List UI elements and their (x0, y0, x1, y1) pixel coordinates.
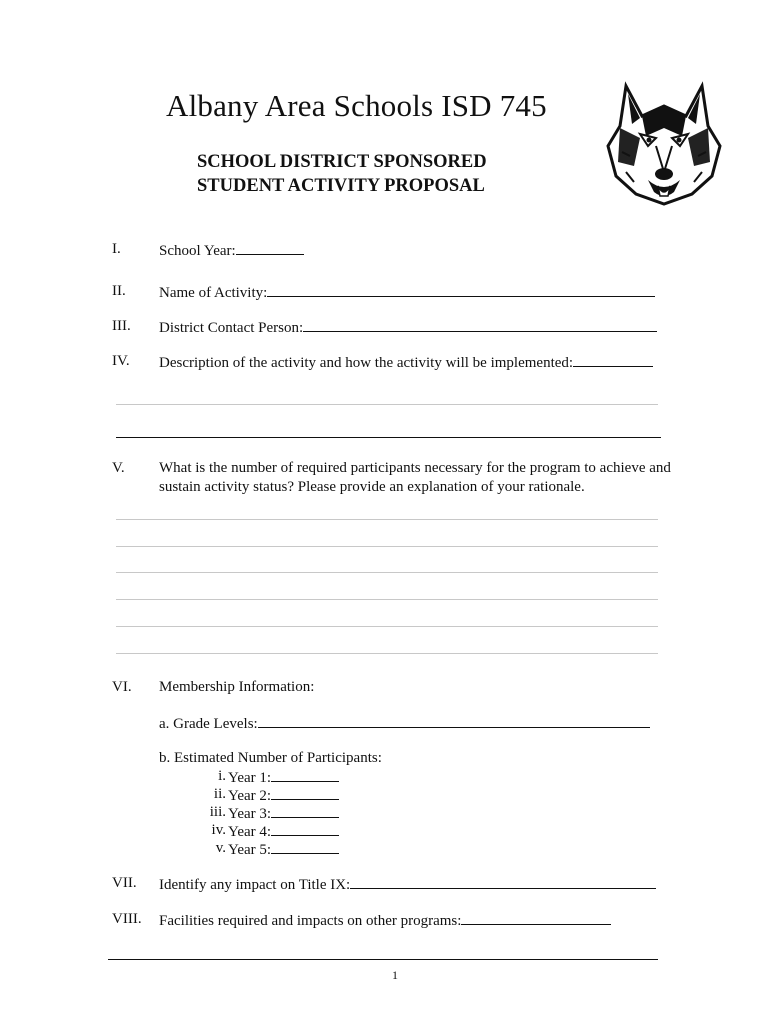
section-number-iii: III. (112, 318, 131, 334)
year-1-field[interactable] (271, 767, 339, 782)
contact-person-field[interactable] (303, 317, 657, 332)
year-2-field[interactable] (271, 785, 339, 800)
year-2-number: ii. (213, 786, 226, 802)
year-4-number: iv. (211, 822, 226, 838)
rationale-line-3[interactable] (116, 572, 658, 573)
facilities-field[interactable] (461, 910, 611, 925)
section-number-viii: VIII. (112, 911, 142, 927)
year-5-field[interactable] (271, 839, 339, 854)
rationale-line-4[interactable] (116, 599, 658, 600)
title-ix-label: Identify any impact on Title IX: (159, 874, 656, 894)
school-year-field[interactable] (236, 240, 304, 255)
year-1-number: i. (218, 768, 226, 784)
activity-name-label: Name of Activity: (159, 282, 655, 302)
year-3-label: Year 3: (228, 803, 339, 823)
description-line-1[interactable] (116, 404, 658, 405)
subtitle-line-1: SCHOOL DISTRICT SPONSORED (197, 152, 487, 172)
grade-levels-field[interactable] (258, 713, 650, 728)
year-4-field[interactable] (271, 821, 339, 836)
year-1-label: Year 1: (228, 767, 339, 787)
rationale-line-5[interactable] (116, 626, 658, 627)
year-4-label: Year 4: (228, 821, 339, 841)
participants-question-line-1: What is the number of required participants necessary for the program to achieve and (159, 460, 671, 476)
section-number-vii: VII. (112, 875, 137, 891)
membership-label: Membership Information: (159, 679, 315, 695)
estimated-participants-label: b. Estimated Number of Participants: (159, 750, 382, 766)
year-3-number: iii. (209, 804, 226, 820)
husky-mascot-icon (604, 76, 724, 206)
facilities-label: Facilities required and impacts on other programs: (159, 910, 611, 930)
rationale-line-6[interactable] (116, 653, 658, 654)
year-5-number: v. (215, 840, 226, 856)
document-title: Albany Area Schools ISD 745 (166, 88, 547, 123)
participants-question-line-2: sustain activity status? Please provide an explanation of your rationale. (159, 479, 585, 495)
rationale-line-2[interactable] (116, 546, 658, 547)
school-year-label: School Year: (159, 240, 304, 260)
activity-name-field[interactable] (267, 282, 655, 297)
year-5-label: Year 5: (228, 839, 339, 859)
section-number-v: V. (112, 460, 125, 476)
section-number-vi: VI. (112, 679, 132, 695)
page-number: 1 (392, 968, 398, 982)
year-3-field[interactable] (271, 803, 339, 818)
rationale-line-1[interactable] (116, 519, 658, 520)
description-line-2[interactable] (116, 437, 661, 438)
subtitle-line-2: STUDENT ACTIVITY PROPOSAL (197, 176, 485, 196)
contact-person-label: District Contact Person: (159, 317, 657, 337)
description-field[interactable] (573, 352, 653, 367)
year-2-label: Year 2: (228, 785, 339, 805)
section-number-i: I. (112, 241, 121, 257)
footer-divider (108, 959, 658, 960)
section-number-iv: IV. (112, 353, 130, 369)
grade-levels-label: a. Grade Levels: (159, 713, 650, 733)
description-label: Description of the activity and how the activity will be implemented: (159, 352, 653, 372)
title-ix-field[interactable] (350, 874, 656, 889)
section-number-ii: II. (112, 283, 126, 299)
